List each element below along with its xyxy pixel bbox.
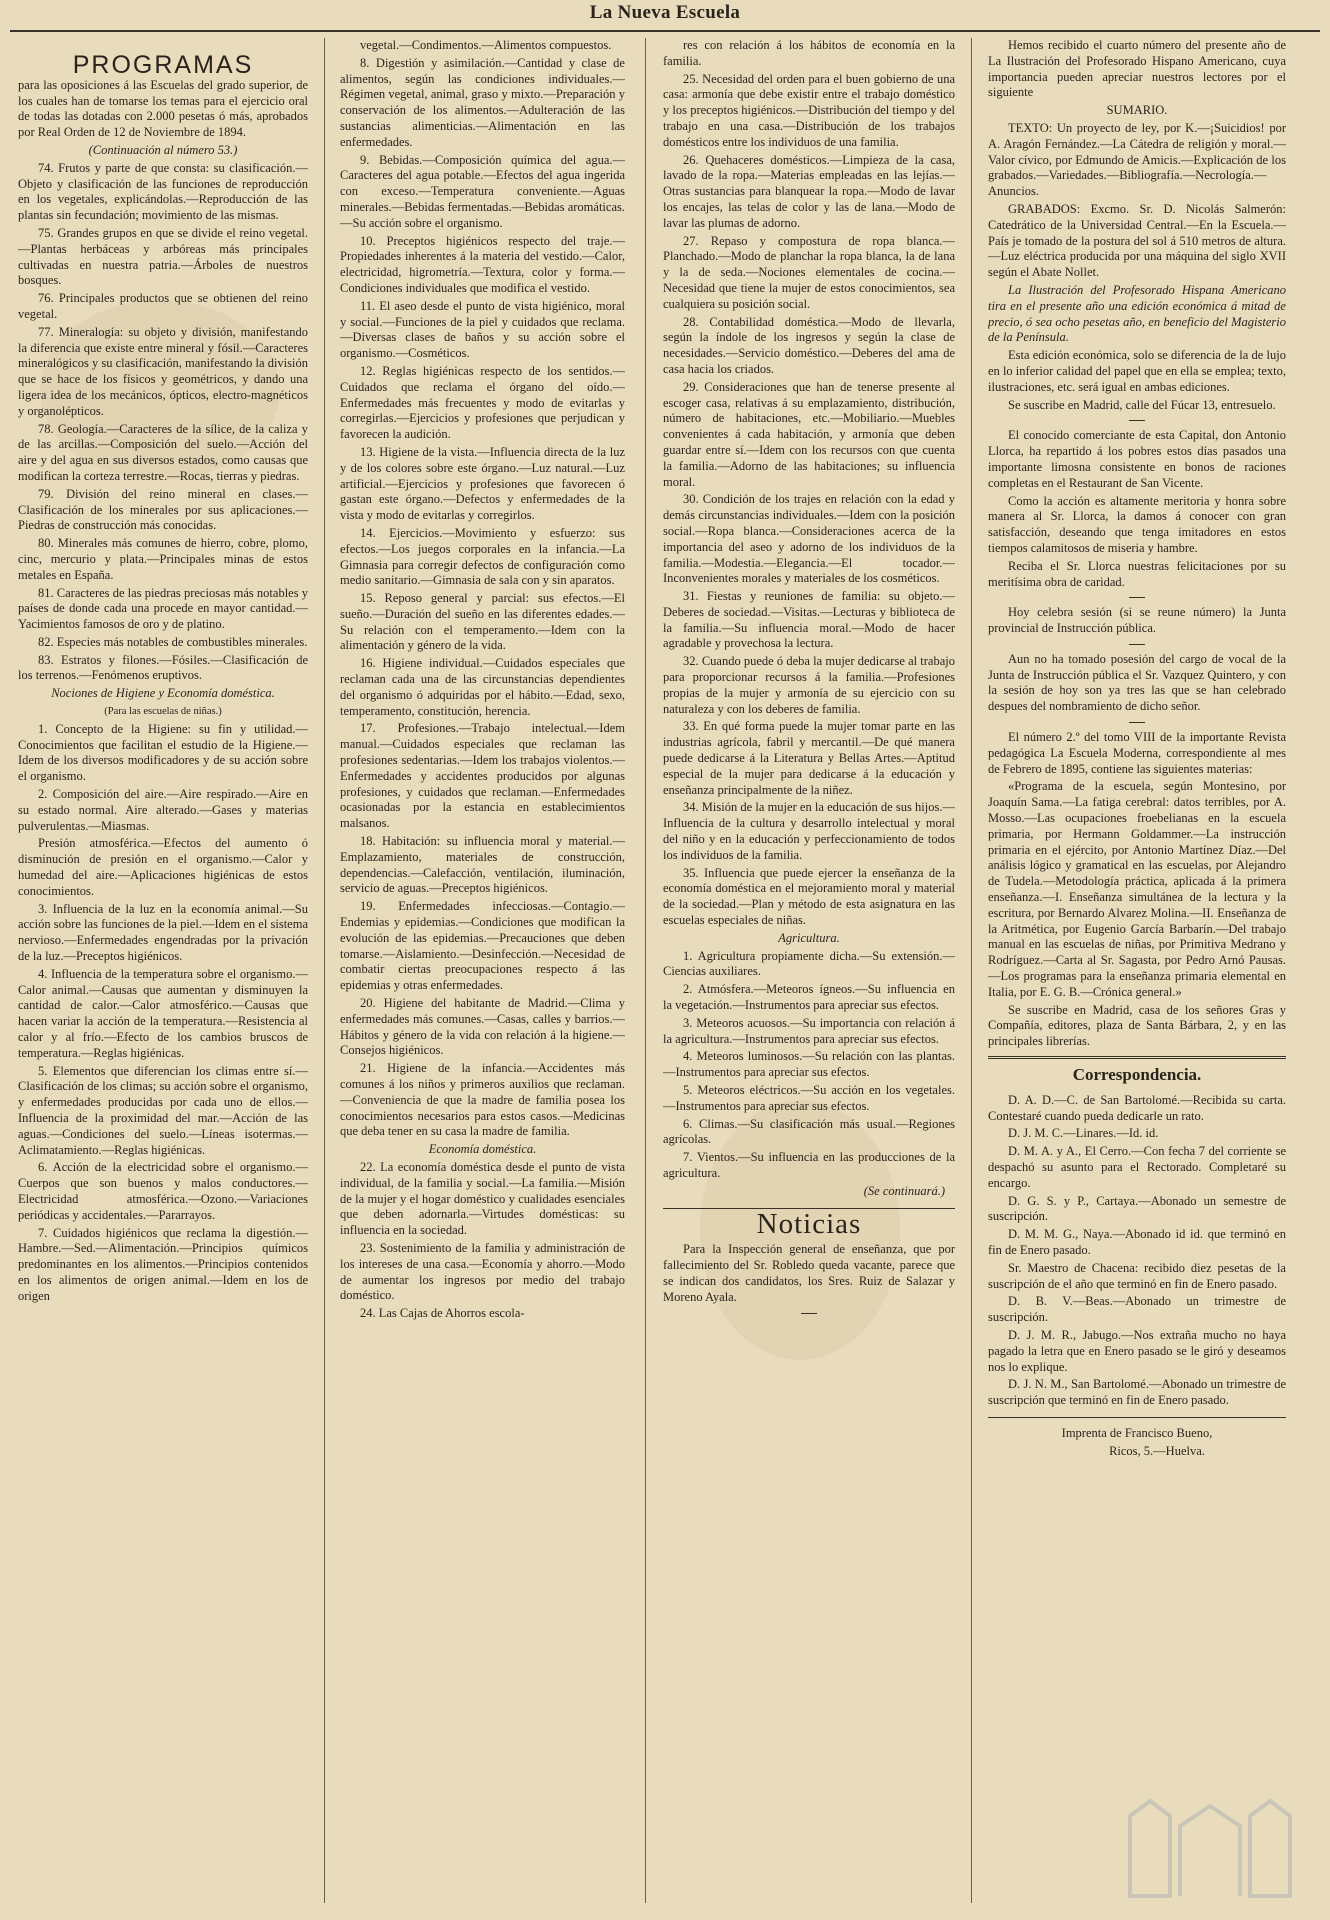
program-item: Presión atmosférica.—Efectos del aumento ó disminución de presión en el organismo.—Calor y humedad del aire.—Aplicaciones higiénicas de estos conocimientos. bbox=[18, 836, 308, 898]
program-item: 19. Enfermedades infecciosas.—Contagio.—Endemias y epidemias.—Condiciones que modifican la evolución de las epidemias.—Precauciones que deben tomarse.—Aislamiento.—Desinfección.—Necesidad de combatir ciertas preocupaciones respecto á las epidemias y otras enfermedades. bbox=[340, 899, 625, 993]
section-title: Agricultura. bbox=[778, 930, 840, 945]
news-paragraph: Esta edición económica, solo se diferencia de la de lujo en lo inferior calidad del papel que en ella se emplea; texto, ilustraciones, etc. será igual en ambas ediciones. bbox=[988, 348, 1286, 394]
program-item: 3. Meteoros acuosos.—Su importancia con relación á la agricultura.—Instrumentos para apreciar sus efectos. bbox=[663, 1015, 955, 1046]
program-item: 33. En qué forma puede la mujer tomar parte en las industrias agrícola, fabril y mercantil.—De qué manera puede dedicarse á la Literatura y Bellas Artes.—Aptitud especial de la mujer para dedicarse á la educación y enseñanza principalmente de la niñez. bbox=[663, 719, 955, 797]
column-divider bbox=[645, 38, 646, 1903]
column-3 bbox=[663, 38, 955, 1916]
program-item: vegetal.—Condimentos.—Alimentos compuestos. bbox=[360, 38, 612, 52]
program-item: 14. Ejercicios.—Movimiento y esfuerzo: sus efectos.—Los juegos corporales en la infancia.—La Gimnasia para corregir defectos de configuración como medio sanitario.—Gimnasia de sala con y sin aparatos. bbox=[340, 525, 625, 588]
news-paragraph: Hoy celebra sesión (si se reune número) la Junta provincial de Instrucción pública. bbox=[988, 605, 1286, 636]
correspondencia-item: Sr. Maestro de Chacena: recibido diez pesetas de la suscripción de el año que terminó en fin de Enero pasado. bbox=[988, 1260, 1286, 1291]
program-item: 80. Minerales más comunes de hierro, cobre, plomo, cinc, mercurio y plata.—Principales minas de estos metales en España. bbox=[18, 536, 308, 582]
correspondencia-title: Correspondencia. bbox=[1072, 1065, 1202, 1085]
program-item: 74. Frutos y parte de que consta: su clasificación.—Objeto y clasificación de las funciones de reproducción en los vegetales, explicándolas.—Reproducción de las plantas sin fecundación; movimiento de las mismas. bbox=[18, 160, 308, 223]
program-item: 32. Cuando puede ó deba la mujer dedicarse al trabajo para proporcionar recursos á la familia.—Profesiones propias de la mujer y armonía de su ejercicio con su naturaleza y con los deberes de familia. bbox=[663, 654, 955, 716]
item-list bbox=[18, 722, 308, 1305]
news-paragraph: «Programa de la escuela, según Montesino, por Joaquín Sama.—La fatiga cerebral: datos terribles, por A. Mosso.—Las ocupaciones froebelianas en la escuela primaria, por Hermann Goldammer.—La instrucción primaria en el ejército, por Antonio Martínez Díaz.—Del análisis lógico y gramatical en las escuelas, por Alejandro de Tudela.—Metodología práctica, aplicada á la primera enseñanza.—I. Enseñanza simultánea de la lectura y la escritura, por Bernardo Alvarez Molina.—II. Enseñanza de la Aritmética, por Eugenio García Barbarín.—Del trabajo manual en las escuelas de niñas, por Primitiva Medrano y Rodríguez.—Carta al Sr. Sagasta, por Pedro Arnó Pausas.—Los programas para la enseñanza primaria elemental en Italia, por E. G. B.—Crónica general.» bbox=[988, 779, 1286, 999]
program-item: 17. Profesiones.—Trabajo intelectual.—Idem manual.—Cuidados especiales que reclaman las profesiones sedentarias.—Idem los trabajos violentos.—Enfermedades y accidentes producidos por algunas profesiones, y cuidados que reclaman.—Enfermedades ocasionadas por la estancia en establecimientos malsanos. bbox=[340, 721, 625, 831]
continuation-note: (Continuación al número 53.) bbox=[88, 142, 238, 157]
program-item: 79. División del reino mineral en clases.—Clasificación de los minerales por sus aplicaciones.—Piedras de construcción más conocidas. bbox=[18, 486, 308, 533]
program-item: 1. Agricultura propiamente dicha.—Su extensión.—Ciencias auxiliares. bbox=[663, 948, 955, 979]
program-item: 26. Quehaceres domésticos.—Limpieza de la casa, lavado de la ropa.—Materias empleadas en las lejías.—Otras sustancias para blanquear la ropa.—Modo de lavar los encajes, las telas de color y las de lana.—Modo de lavar las plumas de adorno. bbox=[663, 152, 955, 230]
item-list bbox=[340, 1160, 625, 1322]
correspondencia-item: D. J. M. R., Jabugo.—Nos extraña mucho no haya pagado la letra que en Enero pasado se le giró y deseamos nos lo explique. bbox=[988, 1327, 1286, 1374]
program-item: 31. Fiestas y reuniones de familia: su objeto.—Deberes de sociedad.—Visitas.—Lecturas y biblioteca de la familia.—Su influencia moral.—Modo de hacer agradable y provechosa la lectura. bbox=[663, 589, 955, 651]
section-title: Economía doméstica. bbox=[428, 1142, 537, 1157]
noticias-title: Noticias bbox=[756, 1207, 862, 1240]
correspondencia-item: D. A. D.—C. de San Bartolomé.—Recibida su carta. Contestaré cuando pueda dedicarle un rato. bbox=[988, 1092, 1286, 1123]
news-paragraph: Hemos recibido el cuarto número del presente año de La Ilustración del Profesorado Hispano Americano, cuya importancia pueden apreciar nuestros lectores por el siguiente bbox=[988, 38, 1286, 100]
program-item: 2. Atmósfera.—Meteoros ígneos.—Su influencia en la vegetación.—Instrumentos para apreciar sus efectos. bbox=[663, 982, 955, 1013]
program-item: 28. Contabilidad doméstica.—Modo de llevarla, según la índole de los ingresos y según la clase de necesidades.—Servicio doméstico.—Deberes del ama de casa hacia los criados. bbox=[663, 314, 955, 376]
news-paragraph: Reciba el Sr. Llorca nuestras felicitaciones por su meritísima obra de caridad. bbox=[988, 558, 1286, 589]
item-list bbox=[18, 161, 308, 685]
program-item: 82. Especies más notables de combustibles minerales. bbox=[38, 634, 308, 649]
program-item: 83. Estratos y filones.—Fósiles.—Clasificación de los terrenos.—Fenómenos eruptivos. bbox=[18, 652, 308, 683]
column-divider bbox=[324, 38, 325, 1903]
news-paragraph: Aun no ha tomado posesión del cargo de vocal de la Junta de Instrucción pública el Sr. Vazquez Quintero, y con la sesión de hoy son ya tres las que se han celebrado despues del nombramiento de dicho señor. bbox=[988, 651, 1286, 714]
program-item: 4. Meteoros luminosos.—Su relación con las plantas.—Instrumentos para apreciar sus efectos. bbox=[663, 1049, 955, 1080]
news-paragraph: Se suscribe en Madrid, calle del Fúcar 13, entresuelo. bbox=[1008, 397, 1276, 412]
correspondencia-item: D. M. A. y A., El Cerro.—Con fecha 7 del corriente se despachó su asunto para el Rectorado. Completaré su encargo. bbox=[988, 1144, 1286, 1190]
sumario-label: SUMARIO. bbox=[1106, 103, 1168, 118]
program-item: 21. Higiene de la infancia.—Accidentes más comunes á los niños y primeros auxilios que reclaman.—Conveniencia de que la madre de familia posea los conocimientos necesarios para estos casos.—Medicinas que deba tener en su casa la madre de familia. bbox=[340, 1061, 625, 1139]
news-paragraph: GRABADOS: Excmo. Sr. D. Nicolás Salmerón: Catedrático de la Universidad Central.—En la Escuela.—País je tomado de la postura del sol á 510 metros de altura.—Luz eléctrica producida por una máquina del siglo XVII según el Abate Nollet. bbox=[988, 201, 1286, 280]
program-item: 29. Consideraciones que han de tenerse presente al escoger casa, relativas á su emplazamiento, distribución, número de habitaciones, etc.—Mobiliario.—Muebles convenientes á cada habitación, y armonía que deben guardar entre sí.—Idem con los recursos con que cuenta la familia.—Adorno de las habitaciones; su influencia moral. bbox=[663, 379, 955, 489]
section-title: Nociones de Higiene y Economía doméstica. bbox=[51, 686, 275, 701]
program-item: 77. Mineralogía: su objeto y división, manifestando la diferencia que existe entre mineral y fósil.—Caracteres mineralógicos y su clasificación, manifestando la división que se hace de los físicos y geométricos, y dando una ligera idea de los mecánicos, ópticos, electro-magnéticos y organolépticos. bbox=[18, 324, 308, 418]
program-item: 16. Higiene individual.—Cuidados especiales que reclaman cada una de las circunstancias dependientes del organismo ó adquiridas por el hábito.—Edad, sexo, temperamento, constitución, herencia. bbox=[340, 656, 625, 718]
program-item: 27. Repaso y compostura de ropa blanca.—Planchado.—Modo de planchar la ropa blanca, la de lana y la de seda.—Nociones elementales de cocina.—Necesidad que tiene la mujer de estos conocimientos, sea cualquiera su posición social. bbox=[663, 233, 955, 311]
item-list bbox=[340, 38, 625, 1140]
program-item: 6. Climas.—Su clasificación más usual.—Regiones agrícolas. bbox=[663, 1116, 955, 1147]
programas-title: PROGRAMAS bbox=[72, 51, 254, 79]
section-note: (Para las escuelas de niñas.) bbox=[104, 706, 222, 718]
noticias-text: Para la Inspección general de enseñanza, que por fallecimiento del Sr. Robledo queda vacante, parece que se indican dos candidatos, los Sres. Ruiz de Salazar y Moreno Ayala. bbox=[663, 1242, 955, 1304]
news-paragraph: El conocido comerciante de esta Capital, don Antonio Llorca, ha repartido á los pobres estos días pasados una importante limosna consistente en bonos de raciones completas en el Restaurant de San Vicente. bbox=[988, 428, 1286, 490]
program-item: res con relación á los hábitos de economía en la familia. bbox=[663, 38, 955, 68]
program-item: 15. Reposo general y parcial: sus efectos.—El sueño.—Duración del sueño en las diferentes edades.—Su relación con el temperamento.—Idem con la alimentación y género de la vida. bbox=[340, 591, 625, 653]
imprenta-line: Imprenta de Francisco Bueno, bbox=[1061, 1425, 1213, 1440]
program-item: 75. Grandes grupos en que se divide el reino vegetal.—Plantas herbáceas y arbóreas más principales cultivadas en nuestra patria.—Árboles de nuestros bosques. bbox=[18, 225, 308, 288]
program-item: 8. Digestión y asimilación.—Cantidad y clase de alimentos, según las condiciones individuales.—Régimen vegetal, animal, graso y mixto.—Preparación y conservación de los alimentos.—Adulteración de las sustancias alimenticias.—Alimentación en las enfermedades. bbox=[340, 55, 625, 149]
column-1 bbox=[18, 38, 308, 1916]
program-item: 5. Elementos que diferencian los climas entre sí.—Clasificación de los climas; su acción sobre el organismo, y enfermedades producidas por cada uno de ellos.—Influencia de la proximidad del mar.—Acción de las aguas.—Condiciones del suelo.—Líneas isotermas.—Aclimatamiento.—Reglas higiénicas. bbox=[18, 1063, 308, 1157]
correspondencia-item: D. J. M. C.—Linares.—Id. id. bbox=[1008, 1126, 1159, 1141]
program-item: 7. Cuidados higiénicos que reclama la digestión.—Hambre.—Sed.—Alimentación.—Principios químicos predominantes en los alimentos.—Principios contenidos en los alimentos de origen animal.—Idem en los de origen bbox=[18, 1225, 308, 1303]
program-item: 13. Higiene de la vista.—Influencia directa de la luz y de los colores sobre este órgano.—Luz natural.—Luz artificial.—Ejercicios y profesiones que favorecen ó gastan este órgano.—Defectos y enfermedades de la vista y modo de evitarlas y corregirlos. bbox=[340, 444, 625, 523]
program-item: 6. Acción de la electricidad sobre el organismo.—Cuerpos que son buenos y malos conductores.—Electricidad atmosférica.—Ozono.—Variaciones periódicas y accidentales.—Pararrayos. bbox=[18, 1160, 308, 1222]
program-item: 22. La economía doméstica desde el punto de vista individual, de la familia y social.—La familia.—Misión de la mujer y el hogar doméstico y cualidades esenciales que deben adornarla.—Virtudes domésticas: su influencia en la sociedad. bbox=[340, 1159, 625, 1238]
short-rule bbox=[1129, 722, 1145, 723]
section-rule bbox=[988, 1056, 1286, 1059]
program-item: 76. Principales productos que se obtienen del reino vegetal. bbox=[18, 291, 308, 321]
archive-watermark-icon bbox=[1110, 1786, 1310, 1906]
program-item: 25. Necesidad del orden para el buen gobierno de una casa: armonía que debe existir entre el trabajo doméstico y los preceptos higiénicos.—Distribución del tiempo y del trabajo en una casa.—Distribución de los trabajos domésticos entre los individuos de una familia. bbox=[663, 71, 955, 149]
news-paragraph: TEXTO: Un proyecto de ley, por K.—¡Suicidios! por A. Aragón Fernández.—La Cátedra de religión y moral.—Valor cívico, por Edmundo de Amicis.—Explicación de los grabados.—Variedades.—Bibliografía.—Necrología.—Anuncios. bbox=[988, 120, 1286, 199]
masthead-rule bbox=[10, 30, 1320, 32]
correspondencia-item: D. B. V.—Beas.—Abonado un trimestre de suscripción. bbox=[988, 1294, 1286, 1325]
news-paragraph: La Ilustración del Profesorado Hispana Americano tira en el presente año una edición económica á mitad de precio, ó sea ocho pesetas año, en beneficio del Magisterio de la Península. bbox=[988, 282, 1286, 345]
program-item: 9. Bebidas.—Composición química del agua.—Caracteres del agua potable.—Efectos del agua ingerida con exceso.—Temperatura conveniente.—Aguas minerales.—Bebidas fermentadas.—Bebidas aromáticas.—Su acción sobre el organismo. bbox=[340, 152, 625, 230]
program-item: 1. Concepto de la Higiene: su fin y utilidad.—Conocimientos que facilitan el estudio de la Higiene.—Idem de los diversos modificadores y de su acción sobre el organismo. bbox=[18, 721, 308, 784]
program-item: 10. Preceptos higiénicos respecto del traje.—Propiedades inherentes á la materia del vestido.—Calor, electricidad, higrometría.—Textura, color y forma.—Condiciones individuales que modifica el vestido. bbox=[340, 233, 625, 295]
short-rule bbox=[1129, 644, 1145, 645]
correspondencia-list bbox=[988, 1093, 1286, 1409]
item-list bbox=[663, 949, 955, 1182]
program-item: 11. El aseo desde el punto de vista higiénico, moral y social.—Funciones de la piel y cuidados que reclama.—Diversas clases de baños y su acción sobre el organismo.—Cosméticos. bbox=[340, 298, 625, 361]
program-item: 23. Sostenimiento de la familia y administración de los intereses de una casa.—Economía y ahorro.—Modo de aumentar los ingresos por medio del trabajo doméstico. bbox=[340, 1240, 625, 1303]
masthead: La Nueva Escuela bbox=[589, 2, 741, 23]
program-item: 12. Reglas higiénicas respecto de los sentidos.—Cuidados que reclama el órgano del oído.—Enfermedades más frecuentes y modo de evitarlas y corregirlas.—Ejercicios y profesiones que perjudican y favorecen la audición. bbox=[340, 363, 625, 442]
program-item: 81. Caracteres de las piedras preciosas más notables y países de donde cada una procede en mayor cantidad.—Yacimientos famosos de oro y de platino. bbox=[18, 585, 308, 632]
news-paragraph: El número 2.º del tomo VIII de la importante Revista pedagógica La Escuela Moderna, correspondiente al mes de Febrero de 1895, contiene las siguientes materias: bbox=[988, 730, 1286, 776]
section-rule bbox=[988, 1417, 1286, 1418]
program-item: 20. Higiene del habitante de Madrid.—Clima y enfermedades más comunes.—Casas, calles y barrios.—Hábitos y género de la vida con relación á la higiene.—Consejos higiénicos. bbox=[340, 996, 625, 1058]
correspondencia-item: D. J. N. M., San Bartolomé.—Abonado un trimestre de suscripción que terminó en fin de Enero pasado. bbox=[988, 1377, 1286, 1408]
program-item: 35. Influencia que puede ejercer la enseñanza de la economía doméstica en el mejoramiento moral y material de la sociedad.—Plan y método de esta asignatura en las escuelas especiales de niñas. bbox=[663, 865, 955, 928]
short-rule bbox=[1129, 597, 1145, 598]
imprenta-address: Ricos, 5.—Huelva. bbox=[1109, 1443, 1205, 1458]
correspondencia-item: D. M. M. G., Naya.—Abonado id id. que terminó en fin de Enero pasado. bbox=[988, 1227, 1286, 1257]
program-item: 34. Misión de la mujer en la educación de sus hijos.—Influencia de la cultura y desarrollo intelectual y moral del niño y en la educación y perfeccionamiento de todos los individuos de la familia. bbox=[663, 800, 955, 862]
news-paragraph: Como la acción es altamente meritoria y honra sobre manera al Sr. Llorca, la damos á conocer con gran satisfacción, deseando que tenga imitadores en estos tiempos calamitosos de miseria y hambre. bbox=[988, 493, 1286, 555]
column-divider bbox=[971, 38, 972, 1903]
program-item: 18. Habitación: su influencia moral y material.—Emplazamiento, materiales de construcción, dependencias.—Calefacción, ventilación, iluminación, servicio de aguas.—Preceptos higiénicos. bbox=[340, 834, 625, 896]
program-item: 4. Influencia de la temperatura sobre el organismo.—Calor animal.—Causas que aumentan y disminuyen la cantidad de calor.—Calor atmosférico.—Causas que hacen variar la acción de la temperatura.—Resistencia al calor y al frío.—Efecto de los cambios bruscos de temperatura.—Reglas higiénicas. bbox=[18, 966, 308, 1060]
column-4 bbox=[988, 38, 1286, 1916]
program-item: 2. Composición del aire.—Aire respirado.—Aire en su estado normal. Aire alterado.—Gases y materias pulverulentas.—Miasmas. bbox=[18, 787, 308, 833]
item-list bbox=[663, 38, 955, 929]
column-2 bbox=[340, 38, 625, 1916]
program-item: 7. Vientos.—Su influencia en las producciones de la agricultura. bbox=[663, 1150, 955, 1180]
programas-intro: para las oposiciones á las Escuelas del grado superior, de los cuales han de tomarse los temas para el ejercicio oral de todas las dotadas con 2.000 pesetas ó más, aprobados por Real Orden de 12 de Noviembre de 1894. bbox=[18, 77, 308, 140]
program-item: 24. Las Cajas de Ahorros escola- bbox=[360, 1306, 525, 1321]
short-rule bbox=[1129, 420, 1145, 421]
correspondencia-item: D. G. S. y P., Cartaya.—Abonado un semestre de suscripción. bbox=[988, 1193, 1286, 1224]
continuara-note: (Se continuará.) bbox=[863, 1183, 945, 1198]
program-item: 5. Meteoros eléctricos.—Su acción en los vegetales.—Instrumentos para apreciar sus efectos. bbox=[663, 1083, 955, 1113]
program-item: 78. Geología.—Caracteres de la sílice, de la caliza y de las arcillas.—Composición del suelo.—Acción del aire y del agua en sus diversos estados, como causas que modifican la corteza terrestre.—Rocas, tierras y piedras. bbox=[18, 421, 308, 483]
program-item: 3. Influencia de la luz en la economía animal.—Su acción sobre las funciones de la piel.—Idem en el sistema nervioso.—Enfermedades engendradas por la privación de la luz.—Preceptos higiénicos. bbox=[18, 901, 308, 964]
news-paragraph: Se suscribe en Madrid, casa de los señores Gras y Compañía, editores, plaza de Santa Bárbara, 2, y en las principales librerías. bbox=[988, 1002, 1286, 1049]
program-item: 30. Condición de los trajes en relación con la edad y demás circunstancias individuales.—Idem con la posición social.—Ropa blanca.—Consideraciones acerca de la importancia del aseo y adorno de los individuos de la familia.—Modestia.—Elegancia.—El tocador.—Inconvenientes morales y materiales de los cosméticos. bbox=[663, 492, 955, 586]
short-rule bbox=[801, 1313, 817, 1314]
